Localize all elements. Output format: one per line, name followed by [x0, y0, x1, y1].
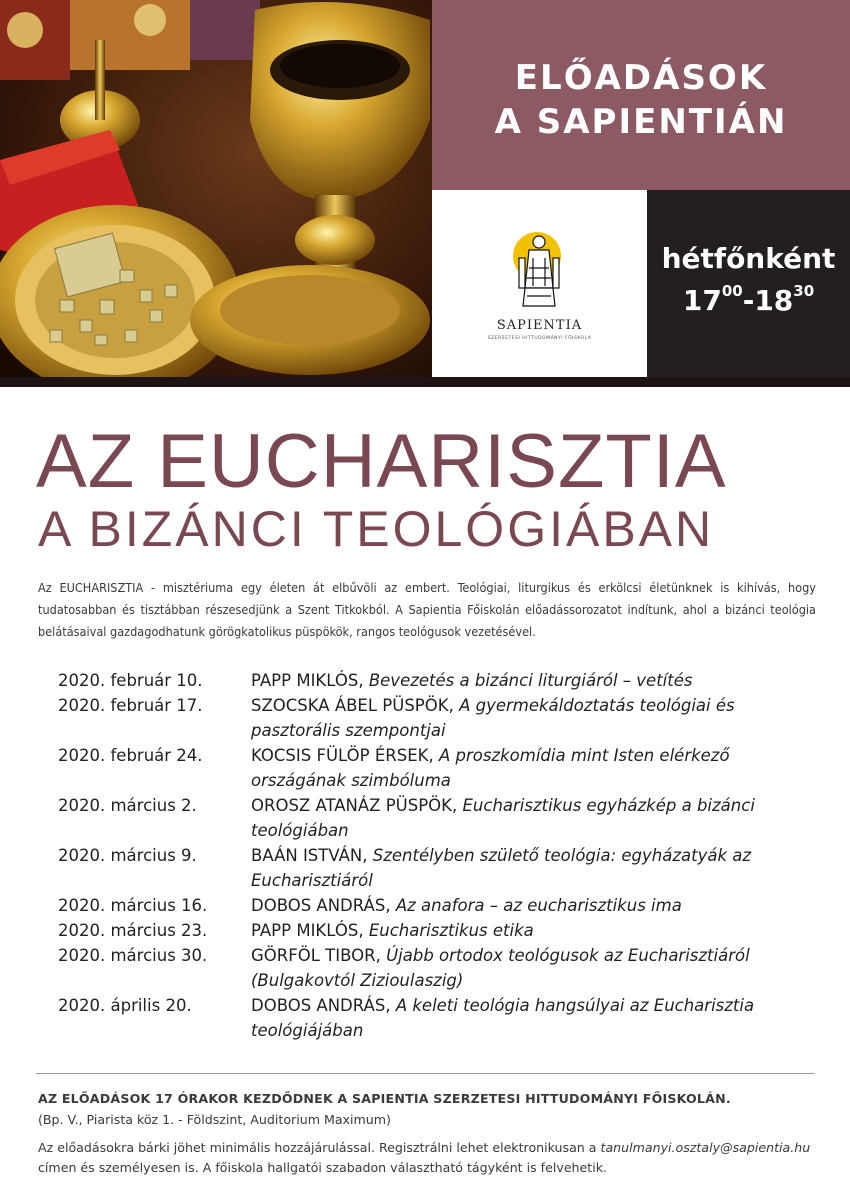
- lecture-topic: Bevezetés a bizánci liturgiáról – vetítés: [368, 671, 693, 690]
- lecture-speaker: BAÁN ISTVÁN: [251, 846, 363, 865]
- lecture-topic: Újabb ortodox teológusok az Eucharisztiáról (Bulgakovtól Zizioulaszig): [251, 946, 750, 990]
- lecture-info: DOBOS ANDRÁS, Az anafora – az eucharisztikus ima: [251, 896, 682, 915]
- schedule-time-box: [647, 190, 850, 377]
- lecture-topic: A proszkomídia mint Isten elérkező országának szimbóluma: [251, 746, 730, 790]
- footer-note: [38, 1138, 838, 1178]
- time-end-min: 30: [793, 282, 815, 300]
- series-title-line1: ELŐADÁSOK: [514, 58, 768, 98]
- lecture-info: BAÁN ISTVÁN, Szentélyben születő teológia: egyházatyák az Eucharisztiáról: [251, 846, 752, 890]
- footer-divider: [36, 1073, 814, 1074]
- schedule-row: [58, 793, 818, 843]
- time-range: [647, 284, 850, 317]
- lecture-topic: Eucharisztikus egyházkép a bizánci teológiában: [251, 796, 755, 840]
- lecture-date: 2020. április 20.: [58, 996, 192, 1015]
- sapientia-logo: [432, 190, 647, 377]
- lecture-schedule: [58, 668, 818, 1043]
- footer-note-text-end: címen és személyesen is. A főiskola hallgatói szabadon választható tágyként is felvehetik.: [38, 1160, 608, 1175]
- lecture-topic: Eucharisztikus etika: [368, 921, 534, 940]
- time-separator: -: [742, 284, 755, 317]
- lecture-topic: A gyermekáldoztatás teológiai és pasztorális szempontjai: [251, 696, 735, 740]
- lecture-date: 2020. február 10.: [58, 671, 203, 690]
- footer-note-text: Az előadásokra bárki jöhet minimális hozzájárulással. Regisztrálni lehet elektronikusan a: [38, 1140, 601, 1155]
- lecture-speaker: KOCSIS FÜLÖP ÉRSEK: [251, 746, 429, 765]
- lecture-info: OROSZ ATANÁZ PÜSPÖK, Eucharisztikus egyházkép a bizánci teológiában: [251, 796, 755, 840]
- lecture-speaker: PAPP MIKLÓS: [251, 921, 359, 940]
- lecture-info: GÖRFÖL TIBOR, Újabb ortodox teológusok az Eucharisztiáról (Bulgakovtól Zizioulaszig): [251, 946, 750, 990]
- lecture-date: 2020. február 24.: [58, 746, 203, 765]
- logo-name: SAPIENTIA: [496, 318, 583, 333]
- lecture-date: 2020. március 16.: [58, 896, 208, 915]
- series-banner: [432, 0, 850, 190]
- schedule-row: [58, 668, 818, 693]
- lecture-speaker: SZOCSKA ÁBEL PÜSPÖK: [251, 696, 449, 715]
- time-start-hour: 17: [682, 284, 722, 317]
- weekday-label: hétfőnként: [661, 242, 836, 275]
- lecture-topic: A keleti teológia hangsúlyai az Eucharisztia teológiájában: [251, 996, 755, 1040]
- lecture-info: PAPP MIKLÓS, Bevezetés a bizánci liturgiáról – vetítés: [251, 671, 693, 690]
- logo-emblem-icon: [509, 228, 569, 310]
- lecture-date: 2020. február 17.: [58, 696, 203, 715]
- time-end-hour: 18: [754, 284, 794, 317]
- lecture-topic: Az anafora – az eucharisztikus ima: [395, 896, 682, 915]
- time-start-min: 00: [721, 282, 743, 300]
- lecture-date: 2020. március 30.: [58, 946, 208, 965]
- lecture-speaker: DOBOS ANDRÁS: [251, 996, 386, 1015]
- lecture-info: KOCSIS FÜLÖP ÉRSEK, A proszkomídia mint Isten elérkező országának szimbóluma: [251, 746, 730, 790]
- photo-bottom-strip: [0, 377, 850, 387]
- logo-subtitle: SZERZETESI HITTUDOMÁNYI FŐISKOLA: [487, 336, 592, 341]
- schedule-row: [58, 918, 818, 943]
- lecture-speaker: DOBOS ANDRÁS: [251, 896, 386, 915]
- intro-paragraph: Az EUCHARISZTIA - misztériuma egy életen át elbűvöli az embert. Teológiai, liturgikus és erkölcsi életünknek is kihívás, hogy tudatosabban és tisztábban részesedjünk a Szent Titkokból. A Sapientia Főiskolán előadássorozatot indítunk, ahol a bizánci teológia belátásaival gazdagodhatunk görögkatolikus püspökök, rangos teológusok vezetésével.: [38, 580, 816, 639]
- schedule-row: [58, 943, 818, 993]
- lecture-date: 2020. március 9.: [58, 846, 197, 865]
- schedule-row: [58, 893, 818, 918]
- header-photo: [0, 0, 432, 377]
- schedule-row: [58, 843, 818, 893]
- registration-email-link[interactable]: tanulmanyi.osztaly@sapientia.hu: [600, 1140, 811, 1155]
- lecture-info: SZOCSKA ÁBEL PÜSPÖK, A gyermekáldoztatás teológiai és pasztorális szempontjai: [251, 696, 735, 740]
- schedule-row: [58, 693, 818, 743]
- lecture-speaker: PAPP MIKLÓS: [251, 671, 359, 690]
- lecture-speaker: OROSZ ATANÁZ PÜSPÖK: [251, 796, 452, 815]
- lecture-date: 2020. március 23.: [58, 921, 208, 940]
- footer-headline: AZ ELŐADÁSOK 17 ÓRAKOR KEZDŐDNEK A SAPIENTIA SZERZETESI HITTUDOMÁNYI FŐISKOLÁN.: [38, 1091, 731, 1106]
- main-title: AZ EUCHARISZTIA: [36, 419, 727, 504]
- lecture-speaker: GÖRFÖL TIBOR: [251, 946, 376, 965]
- footer-address: (Bp. V., Piarista köz 1. - Földszint, Auditorium Maximum): [38, 1112, 391, 1127]
- lecture-date: 2020. március 2.: [58, 796, 197, 815]
- main-subtitle: A BIZÁNCI TEOLÓGIÁBAN: [38, 501, 715, 557]
- schedule-row: [58, 743, 818, 793]
- schedule-row: [58, 993, 818, 1043]
- lecture-info: PAPP MIKLÓS, Eucharisztikus etika: [251, 921, 534, 940]
- lecture-info: DOBOS ANDRÁS, A keleti teológia hangsúlyai az Eucharisztia teológiájában: [251, 996, 755, 1040]
- series-title-line2: A SAPIENTIÁN: [494, 102, 788, 142]
- lecture-topic: Szentélyben születő teológia: egyházatyák az Eucharisztiáról: [251, 846, 752, 890]
